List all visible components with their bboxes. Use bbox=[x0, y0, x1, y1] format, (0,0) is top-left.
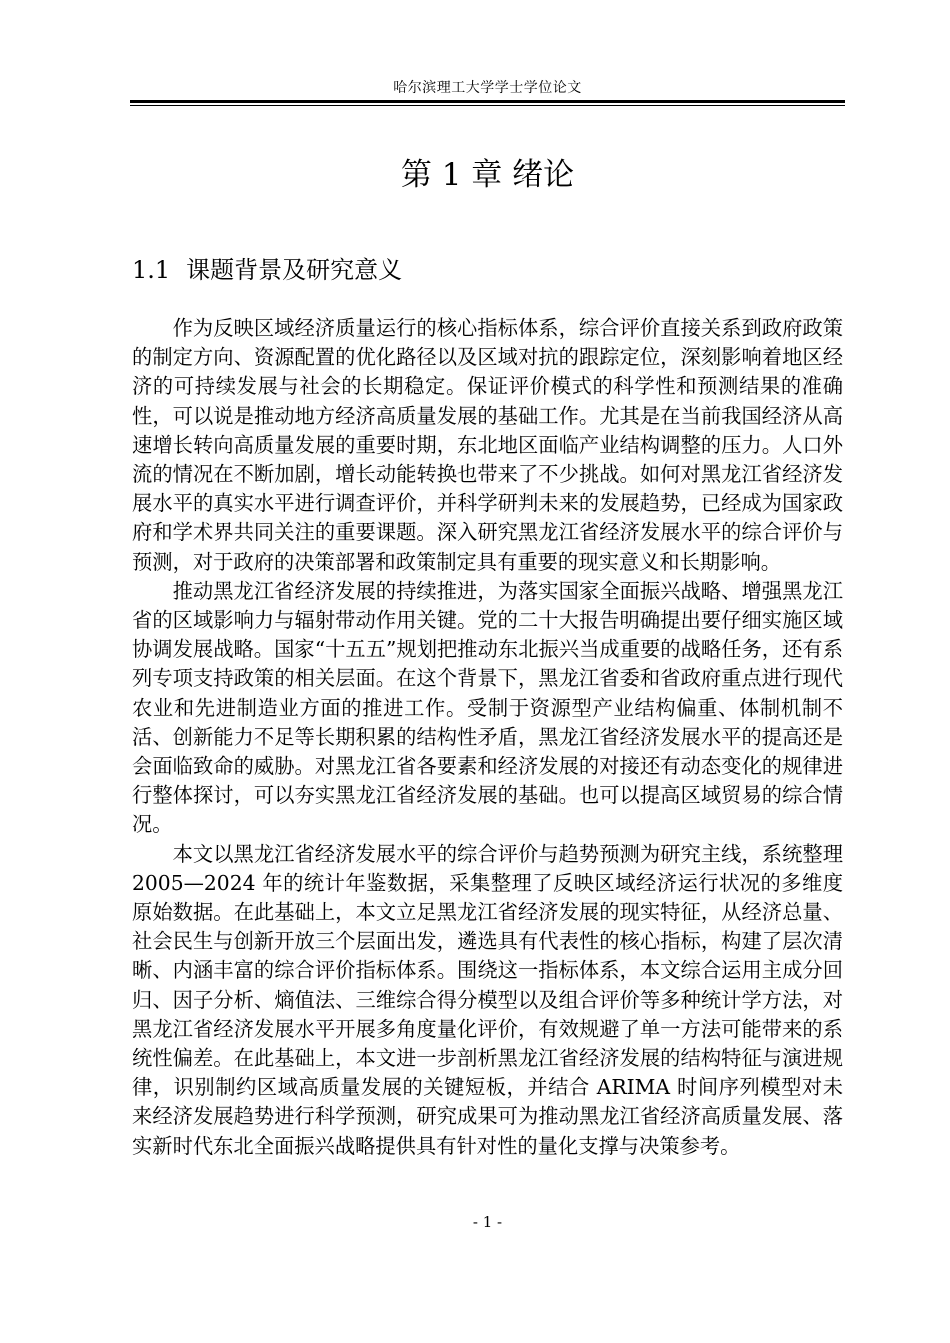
running-header: 哈尔滨理工大学学士学位论文 bbox=[393, 80, 582, 96]
paragraph: 作为反映区域经济质量运行的核心指标体系，综合评价直接关系到政府政策的制定方向、资源配置的优化路径以及区域对抗的跟踪定位，深刻影响着地区经济的可持续发展与社会的长期稳定。保证评价模式的科学性和预测结果的准确性，可以说是推动地方经济高质量发展的基础工作。尤其是在当前我国经济从高速增长转向高质量发展的重要时期，东北地区面临产业结构调整的压力。人口外流的情况在不断加剧，增长动能转换也带来了不少挑战。如何对黑龙江省经济发展水平的真实水平进行调查评价，并科学研判未来的发展趋势，已经成为国家政府和学术界共同关注的重要课题。深入研究黑龙江省经济发展水平的综合评价与预测，对于政府的决策部署和政策制定具有重要的现实意义和长期影响。 bbox=[132, 316, 843, 574]
header-rule-thin bbox=[130, 105, 845, 106]
body-text bbox=[132, 314, 843, 1161]
section-title: 课题背景及研究意义 bbox=[186, 256, 403, 284]
paragraph: 推动黑龙江省经济发展的持续推进，为落实国家全面振兴战略、增强黑龙江省的区域影响力与辐射带动作用关键。党的二十大报告明确提出要仔细实施区域协调发展战略。国家“十五五”规划把推动东北振兴当成重要的战略任务，还有系列专项支持政策的相关层面。在这个背景下，黑龙江省委和省政府重点进行现代农业和先进制造业方面的推进工作。受制于资源型产业结构偏重、体制机制不活、创新能力不足等长期积累的结构性矛盾，黑龙江省经济发展水平的提高还是会面临致命的威胁。对黑龙江省各要素和经济发展的对接还有动态变化的规律进行整体探讨，可以夯实黑龙江省经济发展的基础。也可以提高区域贸易的综合情况。 bbox=[132, 578, 843, 837]
chapter-title: 第 1 章 绪论 bbox=[400, 157, 575, 193]
page-number: - 1 - bbox=[472, 1213, 503, 1231]
header-rule-thick bbox=[130, 100, 845, 103]
section-number: 1.1 bbox=[132, 256, 171, 284]
paragraph: 本文以黑龙江省经济发展水平的综合评价与趋势预测为研究主线，系统整理 2005—2024 年的统计年鉴数据，采集整理了反映区域经济运行状况的多维度原始数据。在此基础上，本文立足黑龙江省经济发展的现实特征，从经济总量、社会民生与创新开放三个层面出发，遴选具有代表性的核心指标，构建了层次清晰、内涵丰富的综合评价指标体系。围绕这一指标体系，本文综合运用主成分回归、因子分析、熵值法、三维综合得分模型以及组合评价等多种统计学方法，对黑龙江省经济发展水平开展多角度量化评价，有效规避了单一方法可能带来的系统性偏差。在此基础上，本文进一步剖析黑龙江省经济发展的结构特征与演进规律，识别制约区域高质量发展的关键短板，并结合 ARIMA 时间序列模型对未来经济发展趋势进行科学预测，研究成果可为推动黑龙江省经济高质量发展、落实新时代东北全面振兴战略提供具有针对性的量化支撑与决策参考。 bbox=[132, 841, 843, 1158]
section-heading bbox=[132, 250, 402, 290]
